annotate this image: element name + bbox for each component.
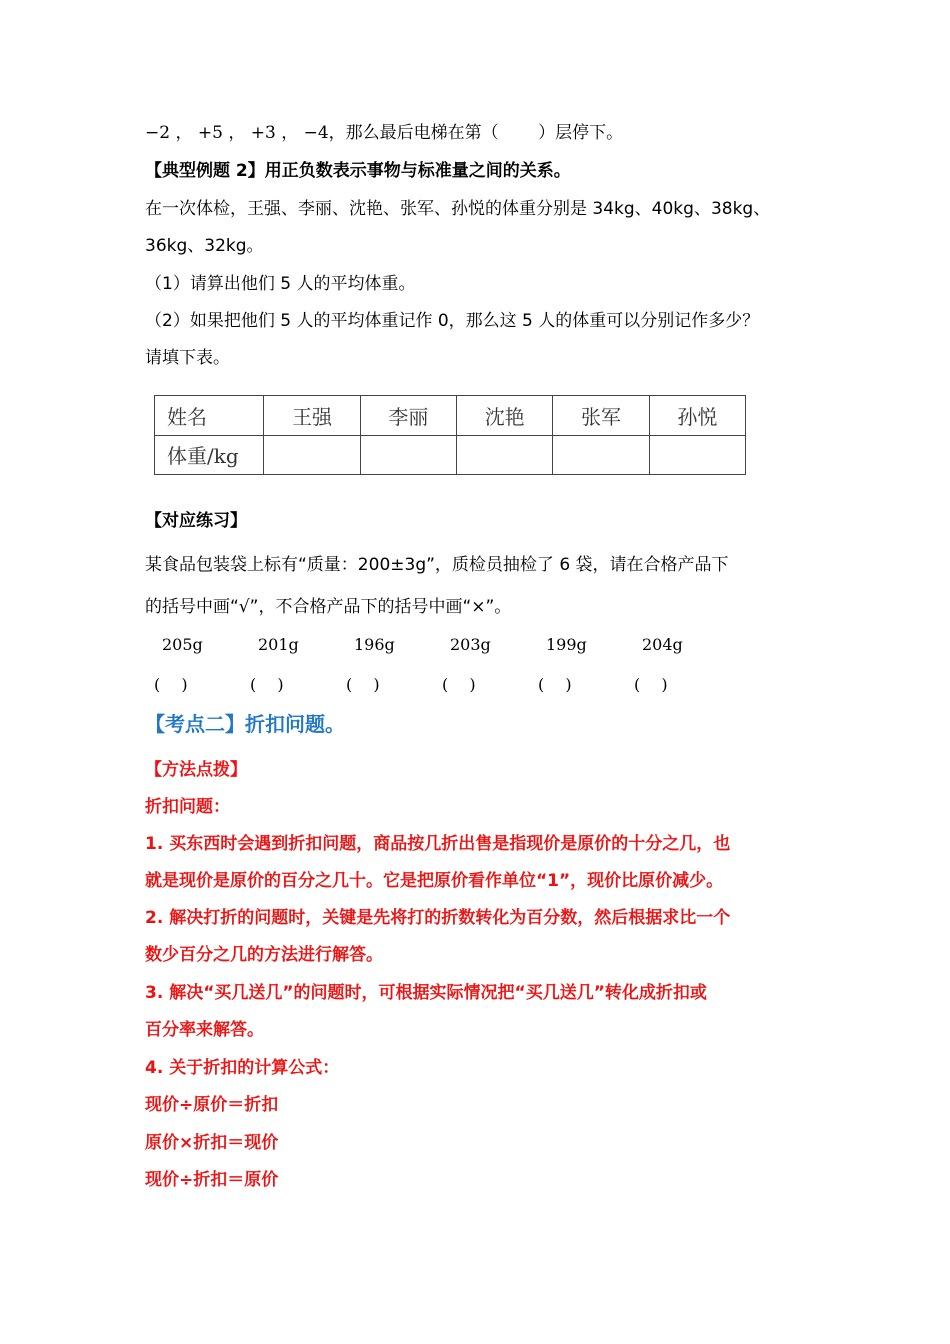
example2-title: 【典型例题 2】用正负数表示事物与标准量之间的关系。	[145, 161, 571, 181]
weight-label: 199g	[546, 635, 587, 654]
elevator-question-line	[145, 121, 623, 145]
example2-q2b: 请填下表。	[145, 348, 230, 368]
table-blank-cell[interactable]	[264, 435, 360, 475]
practice-line1: 某食品包装袋上标有“质量：200±3g”，质检员抽检了 6 袋，请在合格产品下	[145, 555, 729, 575]
weight-label: 196g	[354, 635, 395, 654]
method-point4: 4. 关于折扣的计算公式：	[145, 1058, 340, 1078]
floor-changes: −2 ， +5 ， +3 ， −4	[145, 123, 329, 143]
weight-label: 204g	[642, 635, 683, 654]
table-header-cell: 沈艳	[457, 396, 553, 436]
answer-bracket[interactable]: ( )	[154, 675, 188, 694]
method-point2a: 2. 解决打折的问题时，关键是先将打的折数转化为百分数，然后根据求比一个	[145, 908, 731, 928]
formula-3: 现价÷折扣＝原价	[145, 1170, 279, 1190]
weight-table	[154, 395, 746, 475]
method-title: 【方法点拨】	[145, 760, 247, 780]
example2-para1: 在一次体检，王强、李丽、沈艳、张军、孙悦的体重分别是 34kg、40kg、38kg、	[145, 199, 771, 219]
answer-bracket[interactable]: ( )	[634, 675, 668, 694]
table-header-cell: 张军	[553, 396, 649, 436]
answer-bracket[interactable]: ( )	[346, 675, 380, 694]
table-weight-row	[155, 435, 746, 475]
answer-bracket[interactable]: ( )	[442, 675, 476, 694]
table-blank-cell[interactable]	[457, 435, 553, 475]
table-header-cell: 孙悦	[649, 396, 745, 436]
answer-bracket[interactable]: ( )	[538, 675, 572, 694]
method-point1b: 就是现价是原价的百分之几十。它是把原价看作单位“1”，现价比原价减少。	[145, 871, 724, 891]
method-subtitle: 折扣问题：	[145, 797, 230, 817]
weight-label: 205g	[162, 635, 203, 654]
answer-bracket[interactable]: ( )	[250, 675, 284, 694]
example2-q1: （1）请算出他们 5 人的平均体重。	[145, 274, 416, 294]
weight-label: 201g	[258, 635, 299, 654]
table-blank-cell[interactable]	[360, 435, 456, 475]
table-row-label: 体重/kg	[155, 435, 264, 475]
table-blank-cell[interactable]	[553, 435, 649, 475]
practice-line2: 的括号中画“√”，不合格产品下的括号中画“×”。	[145, 597, 512, 617]
method-point3a: 3. 解决“买几送几”的问题时，可根据实际情况把“买几送几”转化成折扣或	[145, 983, 707, 1003]
practice-title: 【对应练习】	[145, 511, 247, 531]
method-point1a: 1. 买东西时会遇到折扣问题，商品按几折出售是指现价是原价的十分之几，也	[145, 834, 731, 854]
example2-para2: 36kg、32kg。	[145, 236, 264, 256]
table-header-cell: 李丽	[360, 396, 456, 436]
weight-label: 203g	[450, 635, 491, 654]
table-header-cell: 王强	[264, 396, 360, 436]
section2-title: 【考点二】折扣问题。	[145, 712, 345, 736]
method-point2b: 数少百分之几的方法进行解答。	[145, 945, 383, 965]
elevator-question-text: ，那么最后电梯在第（ ）层停下。	[328, 123, 624, 143]
table-header-cell: 姓名	[155, 396, 264, 436]
table-blank-cell[interactable]	[649, 435, 745, 475]
formula-2: 原价×折扣＝现价	[145, 1133, 279, 1153]
method-point3b: 百分率来解答。	[145, 1020, 264, 1040]
table-header-row	[155, 396, 746, 436]
example2-q2: （2）如果把他们 5 人的平均体重记作 0，那么这 5 人的体重可以分别记作多少？	[145, 311, 760, 331]
formula-1: 现价÷原价＝折扣	[145, 1095, 279, 1115]
